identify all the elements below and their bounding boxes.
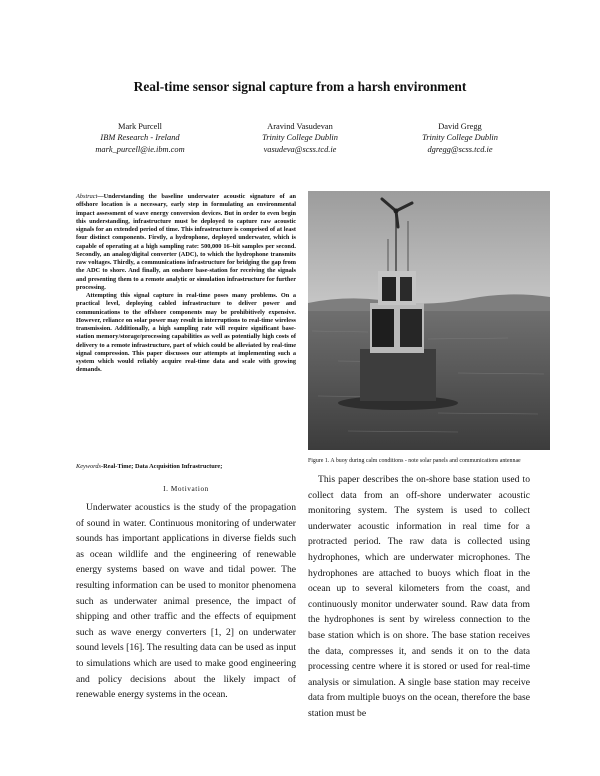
author-name: Mark Purcell xyxy=(118,122,162,131)
author-email: mark_purcell@ie.ibm.com xyxy=(95,144,185,154)
author-affiliation: IBM Research - Ireland xyxy=(100,133,180,143)
author-name: David Gregg xyxy=(438,122,482,131)
abstract-label: Abstract xyxy=(76,193,98,200)
keywords xyxy=(76,463,306,470)
keywords-text: -Real-Time; Data Acquisition Infrastructure; xyxy=(100,463,223,470)
section-heading: I. Motivation xyxy=(163,485,209,493)
author-email: dgregg@scss.tcd.ie xyxy=(427,144,493,154)
body-text-left xyxy=(76,500,296,703)
abstract xyxy=(76,193,296,375)
abstract-paragraph: Attempting this signal capture in real-time poses many problems. On a practical level, deploying cabled infrastructure to deliver power and communications to the offshore components may be prohibitively expensive. However, reliance on solar power may result in interruptions to real-time wireless transmission. Additionally, a high sampling rate will require significant base-station memory/storage/processing capabilities as well as potentially high costs of delivery to a remote infrastructure, part of which could be alleviated by real-time signal compression. This paper discusses our attempts at implementing such a system which would reliably acquire real-time data and scale with growing demands. xyxy=(76,292,296,374)
author-email: vasudeva@scss.tcd.ie xyxy=(263,144,337,154)
author-name: Aravind Vasudevan xyxy=(267,122,333,131)
author-affiliation: Trinity College Dublin xyxy=(262,133,338,143)
body-text-right xyxy=(308,472,530,722)
buoy-photo-image xyxy=(308,191,550,450)
author-affiliation: Trinity College Dublin xyxy=(422,133,498,143)
keywords-label: Keywords xyxy=(76,463,101,470)
buoy-photo xyxy=(308,191,550,450)
author-block xyxy=(360,121,560,155)
abstract-paragraph: —Understanding the baseline underwater acoustic signature of an offshore location is a necessary, early step in formulating an environmental impact assessment of wave energy conversion devices. But in order to even begin this understanding, infrastructure must be deployed to capture raw acoustic signals for an extended period of time. This infrastructure is comprised of at least four distinct components. Firstly, a hydrophone, deployed underwater, which is capable of operating at a high sampling rate: 500,000 16–bit samples per second. Secondly, an analog/digital converter (ADC), to which the hydrophone transmits raw voltages. Thirdly, a communications infrastructure for bridging the gap from the ADC to shore. And finally, an onshore base-station for receiving the signals and presenting them to a remote analytic or simulation infrastructure for further processing. xyxy=(76,193,296,291)
body-paragraph: Underwater acoustics is the study of the propagation of sound in water. Continuous monitoring of underwater sounds has important applications in diverse fields such as ocean wildlife and the engineering of renewable energy systems based on wave and tidal power. The resulting information can be used to monitor phenomena such as underwater animal presence, the impact of shipping and other traffic and the effects of equipment such as wave energy converters [1, 2] on underwater sound levels [16]. The resulting data can be used as input to simulations which are used to make good engineering and policy decisions about the likely impact of renewable energy systems in the ocean. xyxy=(76,502,296,701)
paper-title: Real-time sensor signal capture from a harsh environment xyxy=(133,79,467,94)
body-paragraph: This paper describes the on-shore base station used to collect data from an off-shore underwater acoustic monitoring system. The system is used to collect underwater acoustic information in real time for a protracted period. The raw data is collected using hydrophones, which are underwater microphones. The hydrophones are attached to buoys which float in the ocean up to several kilometers from the coast, and continuously monitor underwater sound. Raw data from the hydrophones is sent by wireless connection to the base station which is on shore. The base station receives the data, compresses it, and sends it on to the data processing centre where it is stored or used for real-time analysis or simulation. A single base station may receive data from multiple buoys on the ocean, therefore the base station must be xyxy=(308,474,530,719)
figure-caption: Figure 1. A buoy during calm conditions - note solar panels and communications antennae xyxy=(308,458,521,464)
